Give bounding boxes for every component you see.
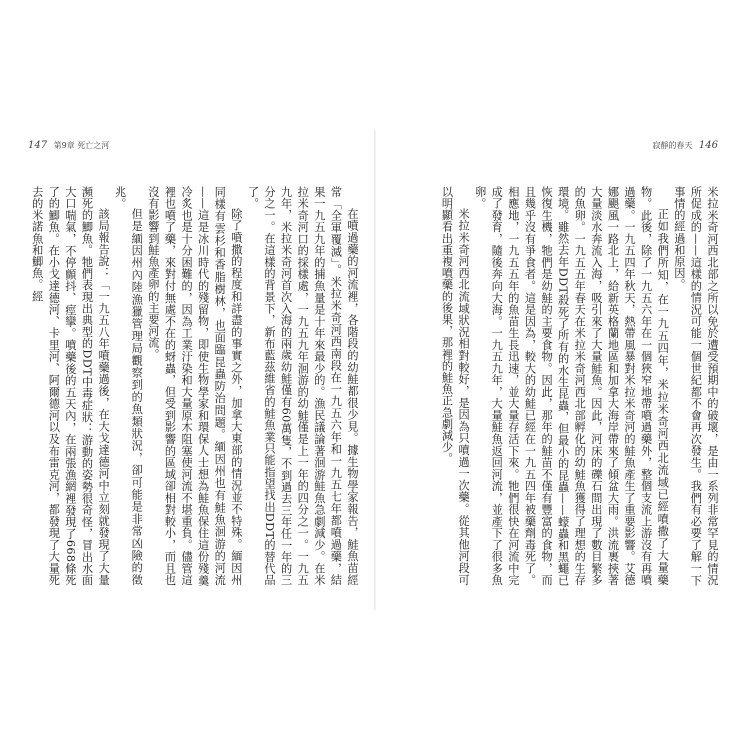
left-page-number: 147 [28, 140, 48, 151]
left-paragraph-2: 除了噴撒的程度和詳盡的事實之外，加拿大東部的情況並不特殊。緬因州同樣有雲杉和香脂樹林，也面臨昆蟲防治問題。緬因州也有鮭魚洄游的河流——這是冰川時代的殘留物，即使生物學家和環保人士想為鮭魚保住這份殘羹冷炙也是十分困難的，因為工業汙染和大量原木阻塞使河流不堪重負。儘管這裡也噴了藥，來對付無處不在的蚜蟲，但受到影響的區域卻相對較小，而且也沒有影響到鮭魚產卵的主要河流。 [146, 186, 243, 586]
right-paragraph-3: 米拉米奇河西北流域狀況相對較好，是因為只噴過一次藥。從其他河段可以明顯看出重複噴藥的後果，那裡的鮭魚正急劇減少。 [440, 186, 471, 586]
left-page-body [30, 186, 360, 586]
right-running-head [652, 140, 722, 151]
left-paragraph-4: 該局報告說：「一九五八年噴藥過後，在大戈達德河中立刻就發現了大量瀕死的鯽魚。牠們表現出典型的DDT中毒症狀：游動的姿勢很奇怪，冒出水面大口喘氣，不停顫抖、痙攣。噴藥後的五天內，在兩張漁網裡發現了668條死了的鯽魚。在小戈達德河、卡里河、阿爾德河以及布雷克河，都發現了大量死去的米諾魚和鯽魚。經 [30, 186, 111, 586]
right-page-number: 146 [698, 140, 718, 151]
right-paragraph-2: 正如我們所知，在一九五四年，米拉米奇河西北流域已經噴撒了大量藥物。此後，除了一九五六年在一個狹窄地帶噴過藥外，整個支流上游沒有再噴過藥。一九五四年秋天，熱帶風暴對米拉米奇河的鮭魚產生了重要影響。艾德娜颶風一路北上，給新英格蘭地區和加拿大海岸帶來了傾盆大雨。洪流裹挾著大量淡水奔流入海，吸引來了大量鮭魚。因此，河床的礫石間出現了數目繁多的魚卵。一九五五年春天在米拉米奇河西北部孵化的幼鮭魚獲得了理想的生存環境。雖然去年DDT殺死了所有的水生昆蟲，但最小的昆蟲——蠓蟲和黑蠅已恢復生機，牠們是幼鮭的主要食物。因此，那年的鮭苗不僅有豐富的食物，而且幾乎沒有爭食者。這是因為，較大的幼鮭已經在一九五四年被藥劑毒死了。相應地，一九五五年的魚苗生長迅速，並大量存活下來。牠們很快在河流中完成了發育，隨後奔向大海。一九五九年，大量鮭魚返回河流，並產下了很多魚卵。 [473, 186, 670, 586]
right-book-title: 寂靜的春天 [652, 141, 693, 150]
left-running-head [24, 140, 109, 151]
left-chapter-title: 第9章 死亡之河 [53, 141, 110, 150]
left-paragraph-1: 在噴過藥的河流裡，各階段的幼鮭都很少見。據生物學家報告，鮭魚苗經常「全軍覆滅」。米拉米奇河西南段在一九五六年和一九五七年都噴過藥，結果一九五九年的捕魚量是十年來最少的。漁民議論著洄游鮭魚急劇減少。在米拉米奇河口的採樣處，一九五九年洄游的幼鮭僅是上一年的四分之一。一九五九年，米拉米奇河首次入海的兩歲幼鮭僅有60萬隻，不到過去三年任一年的三分之一。在這樣的背景下，新布藍茲維省的鮭魚業只能指望找出DDT的替代品了。 [246, 186, 359, 586]
right-page-body [440, 186, 720, 586]
left-paragraph-3: 但是緬因州內陸漁獵管理局觀察到的魚類狀況，卻可能是非常凶險的徵兆。 [113, 186, 144, 586]
right-paragraph-1: 米拉米奇河西北部之所以免於遭受預期中的破壞，是由一系列非常罕見的情況所促成的——這樣的情況可能一個世紀都不會再次發生。我們有必要了解一下事情的經過和原因。 [672, 186, 719, 586]
page-gutter [374, 130, 376, 610]
